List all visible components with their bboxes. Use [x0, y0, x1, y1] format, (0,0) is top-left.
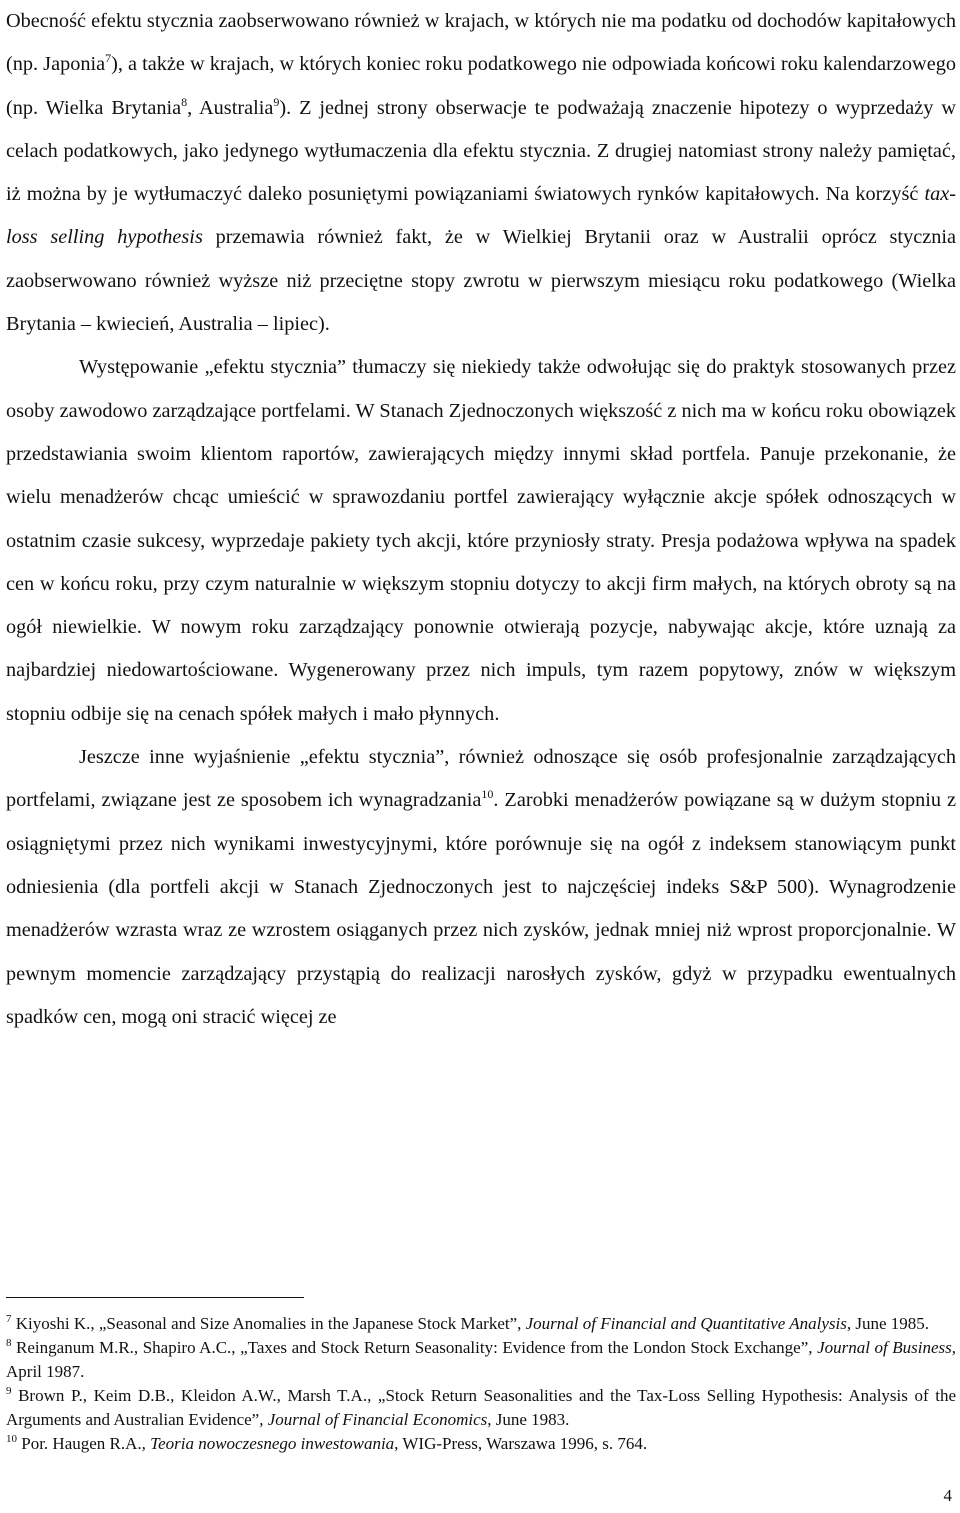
paragraph	[6, 736, 956, 1039]
text-run: , June 1983.	[487, 1410, 570, 1429]
paragraph	[6, 0, 956, 346]
text-run: , Australia	[187, 96, 274, 119]
text-run: , WIG-Press, Warszawa 1996, s. 764.	[394, 1434, 648, 1453]
footnote	[6, 1312, 956, 1336]
document-page	[6, 0, 956, 1513]
text-run: ), a także w krajach, w których koniec roku podatkowego nie odpowiada końcowi roku kalendarzowego (np. Wielka Brytania	[6, 53, 956, 119]
footnote-ref: 9	[273, 94, 280, 109]
text-run: Występowanie „efektu stycznia” tłumaczy się niekiedy także odwołując się do praktyk stosowanych przez osoby zawodowo zarządzające portfelami. W Stanach Zjednoczonych większość z nich ma w końcu roku obowiązek przedstawiania swoim klientom raportów, zawierających między innymi skład portfela. Panuje przekonanie, że wielu menadżerów chcąc umieścić w sprawozdaniu portfel zawierający wyłącznie akcje spółek odnoszących w ostatnim czasie sukcesy, wyprzedaje pakiety tych akcji, które przyniosły straty. Presja podażowa wpływa na spadek cen w końcu roku, przy czym naturalnie w większym stopniu dotyczy to akcji firm małych, na których obroty są na ogół niewielkie. W nowym roku zarządzający ponownie otwierają pozycje, nabywając akcje, które uznają za najbardziej niedowartościowane. Wygenerowany przez nich impuls, tym razem popytowy, znów w większym stopniu odbije się na cenach spółek małych i mało płynnych.	[6, 356, 956, 725]
italic-text: Journal of Financial and Quantitative Analysis	[525, 1314, 847, 1333]
footnote-ref: 7	[105, 51, 112, 66]
italic-text: Journal of Business	[817, 1338, 952, 1357]
text-run: Jeszcze inne wyjaśnienie „efektu stycznia”, również odnoszące się osób profesjonalnie zarządzających portfelami, związane jest ze sposobem ich wynagradzania	[6, 746, 956, 812]
footnote	[6, 1336, 956, 1384]
paragraph	[6, 346, 956, 736]
text-run: przemawia również fakt, że w Wielkiej Brytanii oraz w Australii oprócz stycznia zaobserwowano również wyższe niż przeciętne stopy zwrotu w pierwszym miesiącu roku podatkowego (Wielka Brytania – kwiecień, Australia – lipiec).	[6, 226, 956, 336]
text-run: Kiyoshi K., „Seasonal and Size Anomalies in the Japanese Stock Market”,	[11, 1314, 526, 1333]
footnote-ref: 7	[6, 1313, 12, 1325]
footnote-ref: 10	[481, 787, 494, 802]
footnote-ref: 8	[6, 1337, 12, 1349]
footnote	[6, 1432, 956, 1456]
text-run: . Zarobki menadżerów powiązane są w dużym stopniu z osiągniętymi przez nich wynikami inwestycyjnymi, które porównuje się na ogół z indeksem stanowiącym punkt odniesienia (dla portfeli akcji w Stanach Zjednoczonych jest to najczęściej indeks S&P 500). Wynagrodzenie menadżerów wzrasta wraz ze wzrostem osiąganych przez nich zysków, jednak mniej niż wprost proporcjonalnie. W pewnym momencie zarządzający przystąpią do realizacji narosłych zysków, gdyż w przypadku ewentualnych spadków cen, mogą oni stracić więcej ze	[6, 789, 956, 1028]
italic-text: tax-loss selling hypothesis	[6, 183, 956, 249]
main-text	[6, 0, 956, 1039]
footnote-ref: 9	[6, 1385, 12, 1397]
footnote-ref: 8	[181, 94, 188, 109]
text-run: , June 1985.	[846, 1314, 930, 1333]
text-run: Por. Haugen R.A.,	[17, 1434, 151, 1453]
footnotes-list	[6, 1312, 956, 1456]
italic-text: Journal of Financial Economics	[267, 1410, 488, 1429]
footnote	[6, 1384, 956, 1432]
page-number: 4	[943, 1486, 952, 1505]
text-run: Brown P., Keim D.B., Kleidon A.W., Marsh T.A., „Stock Return Seasonalities and the Tax-Loss Selling Hypothesis: Analysis of the Arguments and Australian Evidence”,	[6, 1386, 956, 1429]
italic-text: Teoria nowoczesnego inwestowania	[150, 1434, 395, 1453]
text-run: ). Z jednej strony obserwacje te podważają znaczenie hipotezy o wyprzedaży w celach podatkowych, jako jedynego wytłumaczenia dla efektu stycznia. Z drugiej natomiast strony należy pamiętać, iż można by je wytłumaczyć daleko posuniętymi powiązaniami światowych rynków kapitałowych. Na korzyść	[6, 96, 956, 206]
footnotes-section	[6, 1297, 956, 1456]
footnote-ref: 10	[6, 1433, 17, 1445]
text-run: Reinganum M.R., Shapiro A.C., „Taxes and Stock Return Seasonality: Evidence from the London Stock Exchange”,	[11, 1338, 818, 1357]
text-run: , April 1987.	[6, 1338, 956, 1381]
text-run: Obecność efektu stycznia zaobserwowano również w krajach, w których nie ma podatku od dochodów kapitałowych (np. Japonia	[6, 10, 956, 76]
footnote-separator	[6, 1297, 304, 1298]
